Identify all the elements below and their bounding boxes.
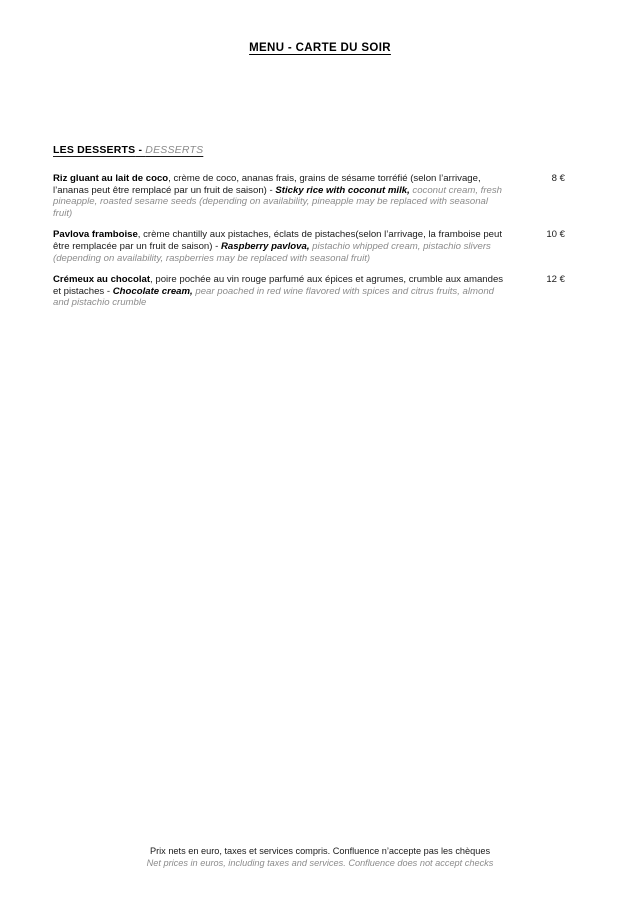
menu-item-description-fr: , poire pochée au vin rouge parfumé aux épices et agrumes, crumble aux amandes et pistaches - [53, 274, 504, 297]
footer-notice-en: Net prices in euros, including taxes and services. Confluence does not accept checks [146, 858, 494, 868]
section-header-underline [53, 144, 203, 156]
menu-item-price: 8 € [551, 173, 565, 184]
section-title-separator: - [135, 144, 146, 156]
section-title-fr: LES DESSERTS [53, 144, 136, 156]
menu-item-name-fr: Riz gluant au lait de coco [53, 173, 169, 184]
menu-item-description-en: pear poached in red wine flavored with spices and citrus fruits, almond and pistachio crumble [53, 285, 495, 309]
menu-item-price: 12 € [546, 274, 565, 286]
page-title-text: MENU - CARTE DU SOIR [249, 42, 391, 54]
menu-item [53, 229, 565, 264]
menu-item-description-en: pistachio whipped cream, pistachio slivers (depending on availability, raspberries may be replaced with seasonal fruit) [53, 240, 491, 264]
menu-item-name-fr: Crémeux au chocolat [53, 274, 151, 286]
menu-item-description-fr: , crème de coco, ananas frais, grains de sésame torréfié (selon l’arrivage, l’ananas peut être remplacé par un fruit de saison) - [53, 173, 481, 196]
footer-notice-fr: Prix nets en euro, taxes et services compris. Confluence n’accepte pas les chèques [149, 846, 491, 856]
menu-item-name-en: Raspberry pavlova, [220, 240, 310, 252]
menu-item-text [53, 274, 508, 309]
section-title-en: DESSERTS [145, 144, 204, 156]
menu-item-name-en: Chocolate cream, [112, 285, 193, 297]
section-header [53, 144, 565, 156]
menu-item-description-en: coconut cream, fresh pineapple, roasted sesame seeds (depending on availability, pineapple may be replaced with seasonal fruit) [53, 184, 502, 219]
menu-item [53, 274, 565, 309]
menu-item-name-fr: Pavlova framboise [53, 229, 138, 241]
page-title [0, 42, 640, 54]
desserts-section [53, 144, 565, 309]
menu-item-text [53, 173, 508, 219]
page-footer [0, 845, 640, 869]
menu-item-text [53, 229, 508, 264]
menu-item-description-fr: , crème chantilly aux pistaches, éclats de pistaches(selon l’arrivage, la framboise peut être remplacée par un fruit de saison) - [53, 229, 503, 252]
menu-item-name-en: Sticky rice with coconut milk, [275, 184, 410, 196]
menu-item [53, 173, 565, 219]
menu-item-price: 10 € [546, 229, 565, 241]
